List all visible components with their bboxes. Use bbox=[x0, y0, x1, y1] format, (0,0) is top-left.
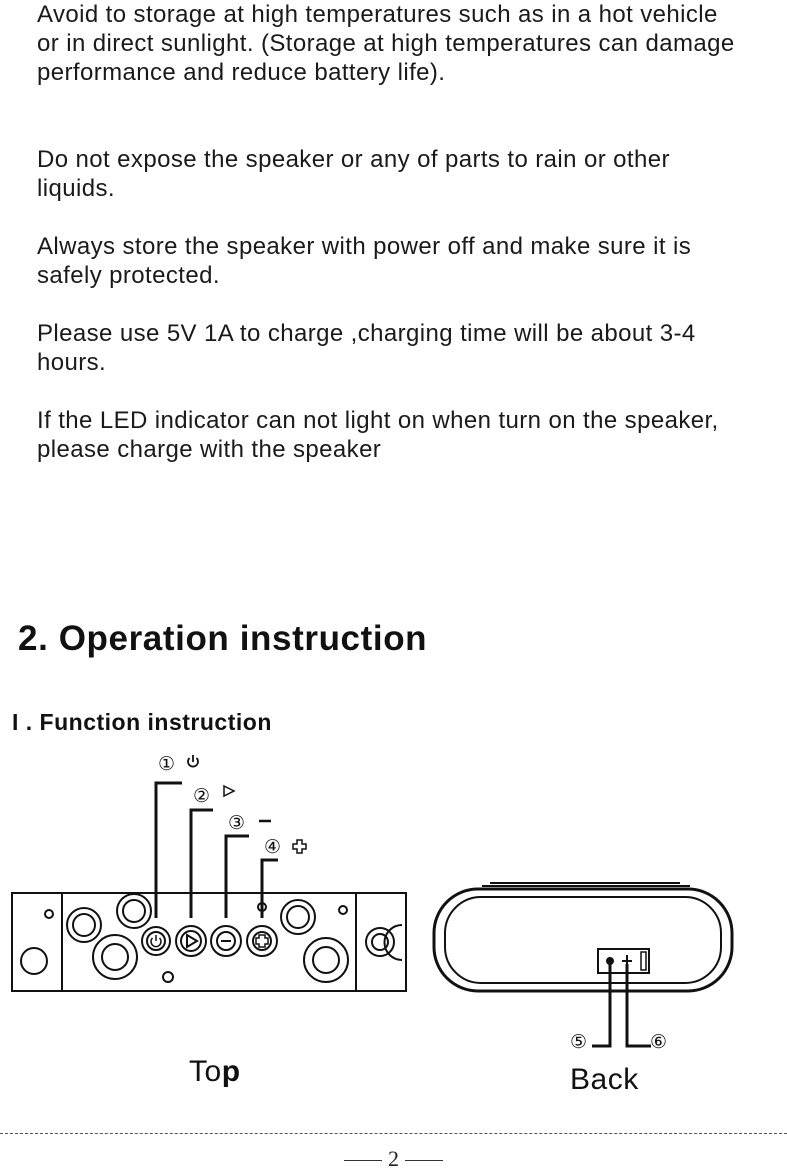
plus-icon bbox=[293, 840, 306, 853]
caption-back: Back bbox=[570, 1063, 639, 1096]
caption-top-bold: p bbox=[221, 1055, 241, 1088]
callout-6: ⑥ bbox=[650, 1031, 668, 1053]
power-icon bbox=[188, 755, 198, 767]
port-detail bbox=[641, 952, 646, 970]
page-number: 2 bbox=[388, 1146, 399, 1171]
back-view-drawing bbox=[434, 883, 732, 991]
paragraph-storage-temperature: Avoid to storage at high temperatures such as in a hot vehicle or in direct sunlight. (Storage at high temperatures can damage performance and reduce battery life). bbox=[37, 1, 735, 86]
paragraph-liquids: Do not expose the speaker or any of parts to rain or other liquids. bbox=[37, 146, 670, 202]
callout-5: ⑤ bbox=[570, 1031, 588, 1053]
callout-leaders-top bbox=[156, 783, 278, 918]
page-number-row bbox=[0, 1146, 787, 1172]
paragraph-store-power-off: Always store the speaker with power off and make sure it is safely protected. bbox=[37, 233, 692, 289]
page-number-left-dash bbox=[344, 1160, 382, 1161]
caption-top-prefix: To bbox=[189, 1055, 222, 1088]
paragraph-charging: Please use 5V 1A to charge ,charging time will be about 3-4 hours. bbox=[37, 320, 696, 376]
subsection-heading: I . Function instruction bbox=[12, 709, 272, 735]
top-view-drawing bbox=[12, 893, 406, 991]
callout-leaders-back bbox=[592, 964, 651, 1046]
callout-2: ② bbox=[193, 785, 211, 807]
function-diagram bbox=[0, 740, 787, 1080]
section-heading: 2. Operation instruction bbox=[18, 619, 428, 658]
volume-up-button bbox=[247, 926, 277, 956]
callout-1: ① bbox=[158, 753, 176, 775]
caption-top bbox=[189, 1055, 241, 1089]
callout-3: ③ bbox=[228, 812, 246, 834]
callout-4: ④ bbox=[264, 836, 282, 858]
dashed-divider bbox=[0, 1133, 787, 1134]
play-icon bbox=[224, 786, 234, 796]
paragraph-led-indicator: If the LED indicator can not light on when turn on the speaker, please charge with the speaker bbox=[37, 407, 719, 463]
page-number-right-dash bbox=[405, 1160, 443, 1161]
